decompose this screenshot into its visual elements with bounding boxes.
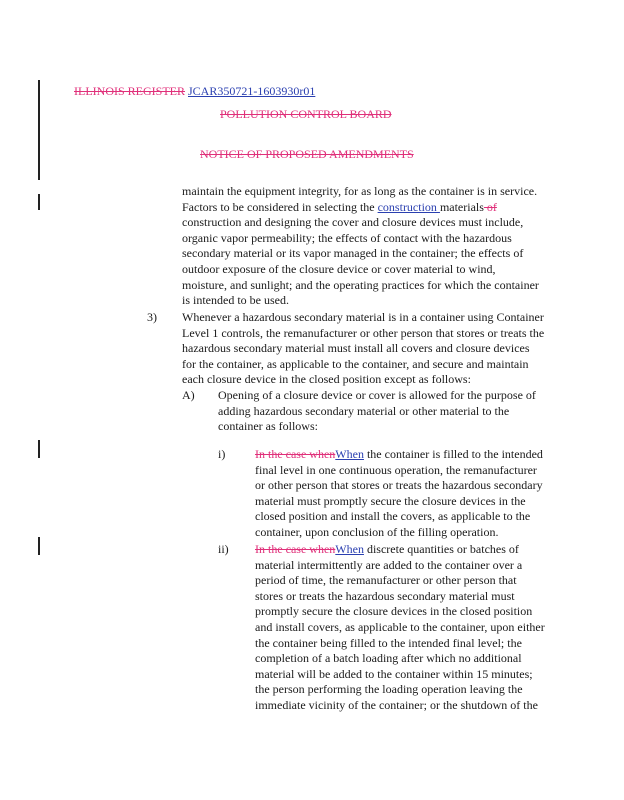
- paragraph-text: construction and designing the cover and closure devices must include, organic vapor permeability; the effects of contact with the hazardous secondary material or its vapor managed in the container; the effects of outdoor exposure of the closure device or cover material to wind, moisture, and sunlight; and the operating practices for which the container is intended to be used.: [182, 215, 539, 308]
- board-title: POLLUTION CONTROL BOARD: [220, 107, 392, 121]
- register-header: [74, 84, 315, 99]
- item-i-body: the container is filled to the intended final level in one continuous operation, the remanufacturer or other person that stores or treats the hazardous secondary material must promptly secure the closure devices in the closed position and install the covers, as applicable to the container, upon conclusion of the filling operation.: [255, 447, 543, 539]
- paragraph-continuation: [182, 184, 542, 309]
- paragraph-text: materials: [439, 199, 484, 214]
- notice-title: NOTICE OF PROPOSED AMENDMENTS: [200, 147, 414, 161]
- register-struck: ILLINOIS REGISTER: [74, 84, 185, 98]
- struck-text: of: [483, 199, 497, 214]
- item-ii-text: [255, 542, 545, 714]
- item-ii-body: discrete quantities or batches of material intermittently are added to the container over a period of time, the remanufacturer or other person that stores or treats the hazardous secondary material must promptly secure the closure devices in the closed position and install covers, as applicable to the container, upon either the container being filled to the intended final level; the completion of a batch loading after which no additional material will be added to the container within 15 minutes; the person performing the loading operation leaving the immediate vicinity of the container; or the shutdown of the: [255, 542, 545, 712]
- change-bar: [38, 537, 40, 555]
- inserted-text: When: [335, 542, 364, 556]
- inserted-text: When: [335, 447, 364, 461]
- change-bar: [38, 194, 40, 210]
- struck-text: In the case when: [255, 447, 336, 461]
- paragraph-text: maintain the equipment integrity, for as long as the container is in service. Factors to be considered in selecting the: [182, 184, 538, 214]
- change-bar: [38, 440, 40, 458]
- struck-text: In the case when: [255, 542, 336, 556]
- item-i-label: i): [218, 447, 226, 461]
- item-ii-label: ii): [218, 542, 229, 556]
- item-a-text: Opening of a closure device or cover is allowed for the purpose of adding hazardous secondary material or other material to the container as follows:: [218, 388, 536, 434]
- item-i-text: [255, 447, 545, 541]
- item-a-label: A): [182, 388, 195, 402]
- change-bar: [38, 80, 40, 180]
- register-inserted: JCAR350721-1603930r01: [188, 84, 316, 98]
- item-3-text: Whenever a hazardous secondary material is in a container using Container Level 1 controls, the remanufacturer or other person that stores or treats the hazardous secondary material must install all covers and closure devices for the container, as applicable to the container, and secure and maintain each closure device in the closed position except as follows:: [182, 310, 545, 387]
- inserted-text: construction: [377, 199, 440, 214]
- item-3-label: 3): [147, 310, 157, 324]
